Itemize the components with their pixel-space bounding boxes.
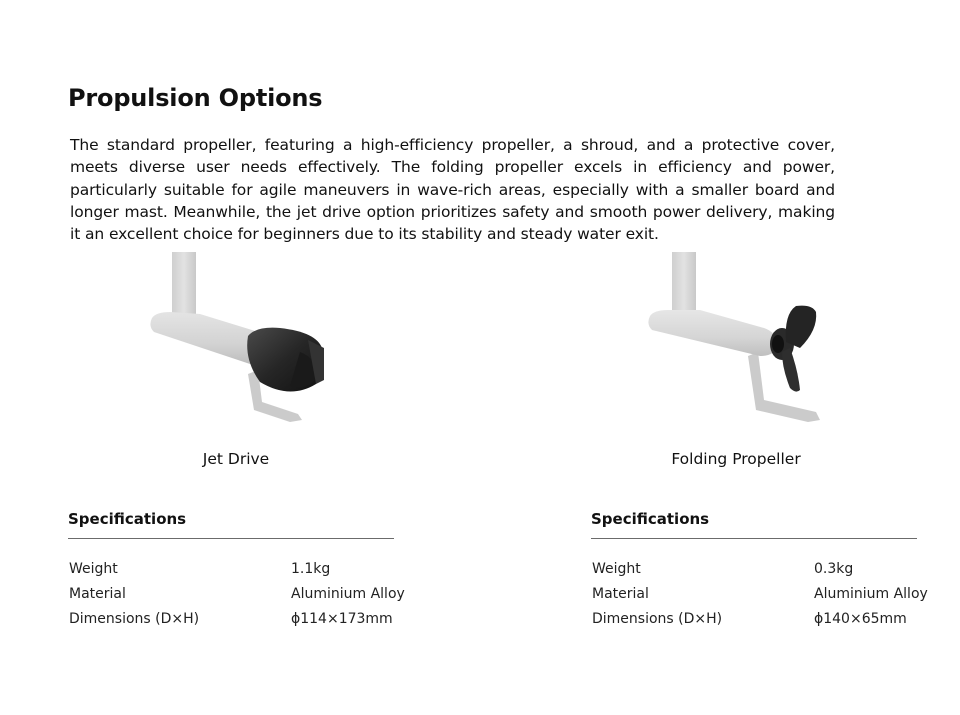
spec-label: Dimensions (D×H) [69, 611, 200, 627]
specs-divider [68, 538, 394, 539]
spec-value: Aluminium Alloy [291, 586, 405, 602]
spec-label: Material [592, 586, 649, 602]
jet-drive-motor-icon [140, 252, 340, 427]
spec-label: Weight [69, 561, 118, 577]
specs-divider [591, 538, 917, 539]
specs-table-folding-propeller [591, 510, 951, 640]
spec-value: 0.3kg [814, 561, 854, 577]
intro-paragraph: The standard propeller, featuring a high-efficiency propeller, a shroud, and a protective cover, meets diverse user needs effectively. The folding propeller excels in efficiency and power, particularly suitable for agile maneuvers in wave-rich areas, especially with a smaller board and longer mast. Meanwhile, the jet drive option prioritizes safety and smooth power delivery, making it an excellent choice for beginners due to its stability and steady water exit. [70, 136, 835, 244]
specs-table-jet-drive [68, 510, 408, 640]
spec-label: Material [69, 586, 126, 602]
product-name-folding-propeller: Folding Propeller [671, 450, 801, 468]
specs-heading: Specifications [68, 510, 187, 528]
specs-heading: Specifications [591, 510, 710, 528]
page-title: Propulsion Options [68, 84, 323, 112]
spec-label: Dimensions (D×H) [592, 611, 723, 627]
spec-value: 1.1kg [291, 561, 331, 577]
spec-value: ϕ114×173mm [291, 611, 393, 627]
spec-label: Weight [592, 561, 641, 577]
product-name-jet-drive: Jet Drive [202, 450, 270, 468]
spec-value: ϕ140×65mm [814, 611, 907, 627]
spec-value: Aluminium Alloy [814, 586, 928, 602]
folding-propeller-motor-icon [640, 252, 840, 427]
